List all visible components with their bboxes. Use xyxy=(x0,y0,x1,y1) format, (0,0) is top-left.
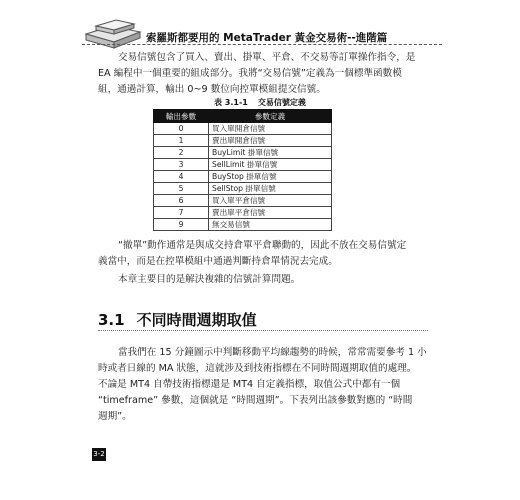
header-divider xyxy=(82,44,442,45)
intro-line: 交易信號包含了買入、賣出、掛單、平倉、不交易等訂單操作指令，是 xyxy=(118,52,416,63)
table-caption xyxy=(214,97,306,108)
cancel-order-paragraph xyxy=(98,238,428,270)
table-row xyxy=(154,135,332,147)
cell-definition: SellStop 掛單信號 xyxy=(209,183,332,195)
page-number-rule xyxy=(92,460,106,461)
cell-definition: 買入單開倉信號 xyxy=(209,123,332,135)
intro-line: EA 編程中一個重要的組成部分。我將“交易信號”定義為一個標準函數模 xyxy=(98,68,402,79)
header-param-definition: 參數定義 xyxy=(209,110,332,123)
timeframe-line: 時或者日線的 MA 狀態，這就涉及到技術指標在不同時間週期取值的處理。 xyxy=(98,363,417,374)
section-heading xyxy=(98,309,257,330)
cell-definition: 賣出單開倉信號 xyxy=(209,135,332,147)
table-caption-text: 交易信號定義 xyxy=(257,98,306,107)
cell-param: 3 xyxy=(154,159,209,171)
section-divider xyxy=(98,330,428,331)
table-row xyxy=(154,183,332,195)
timeframe-line: 當我們在 15 分鐘圖示中判斷移動平均線趨勢的時候，常常需要參考 1 小 xyxy=(118,347,427,358)
cell-definition: SellLimit 掛單信號 xyxy=(209,159,332,171)
cell-definition: BuyLimit 掛單信號 xyxy=(209,147,332,159)
table-row xyxy=(154,123,332,135)
cell-param: 7 xyxy=(154,207,209,219)
timeframe-line: 週期”。 xyxy=(98,411,132,422)
signal-definition-table xyxy=(153,109,332,231)
cancel-order-line: “撤單”動作通常是與成交持倉單平倉聯動的，因此不放在交易信號定 xyxy=(118,240,407,251)
table-row xyxy=(154,207,332,219)
cell-definition: 賣出單平倉信號 xyxy=(209,207,332,219)
cell-param: 9 xyxy=(154,219,209,231)
cell-param: 5 xyxy=(154,183,209,195)
cell-definition: BuyStop 掛單信號 xyxy=(209,171,332,183)
section-title: 不同時間週期取值 xyxy=(136,311,257,329)
chapter-goal-paragraph xyxy=(98,272,428,288)
page-number: 3-2 xyxy=(93,450,105,458)
timeframe-line: “timeframe” 參數，這個就是 “時間週期”。下表列出該參數對應的 “時間 xyxy=(98,395,413,406)
table-header-row xyxy=(154,110,332,123)
header-output-param: 輸出參數 xyxy=(154,110,209,123)
table-row xyxy=(154,159,332,171)
chapter-goal-line: 本章主要目的是解決複雜的信號計算問題。 xyxy=(118,274,301,285)
table-row xyxy=(154,195,332,207)
table-row xyxy=(154,147,332,159)
cell-param: 2 xyxy=(154,147,209,159)
cell-param: 0 xyxy=(154,123,209,135)
gold-bars-logo-icon xyxy=(82,12,146,52)
cell-definition: 無交易信號 xyxy=(209,219,332,231)
intro-paragraph xyxy=(98,50,428,98)
table-caption-label: 表 3.1-1 xyxy=(214,98,248,107)
table-row xyxy=(154,171,332,183)
timeframe-line: 不論是 MT4 自帶技術指標還是 MT4 自定義指標，取值公式中都有一個 xyxy=(98,379,401,390)
intro-line: 組，通過計算，輸出 0~9 數位向控單模組提交信號。 xyxy=(98,84,326,95)
cell-param: 1 xyxy=(154,135,209,147)
book-title: 索羅斯都要用的 MetaTrader 黃金交易術--進階篇 xyxy=(146,32,388,44)
cell-param: 4 xyxy=(154,171,209,183)
cell-param: 6 xyxy=(154,195,209,207)
cancel-order-line: 義當中，而是在控單模組中通過判斷持倉單情況去完成。 xyxy=(98,256,338,267)
cell-definition: 買入單平倉信號 xyxy=(209,195,332,207)
table-row xyxy=(154,219,332,231)
section-number: 3.1 xyxy=(98,311,125,329)
timeframe-paragraph xyxy=(98,345,428,425)
